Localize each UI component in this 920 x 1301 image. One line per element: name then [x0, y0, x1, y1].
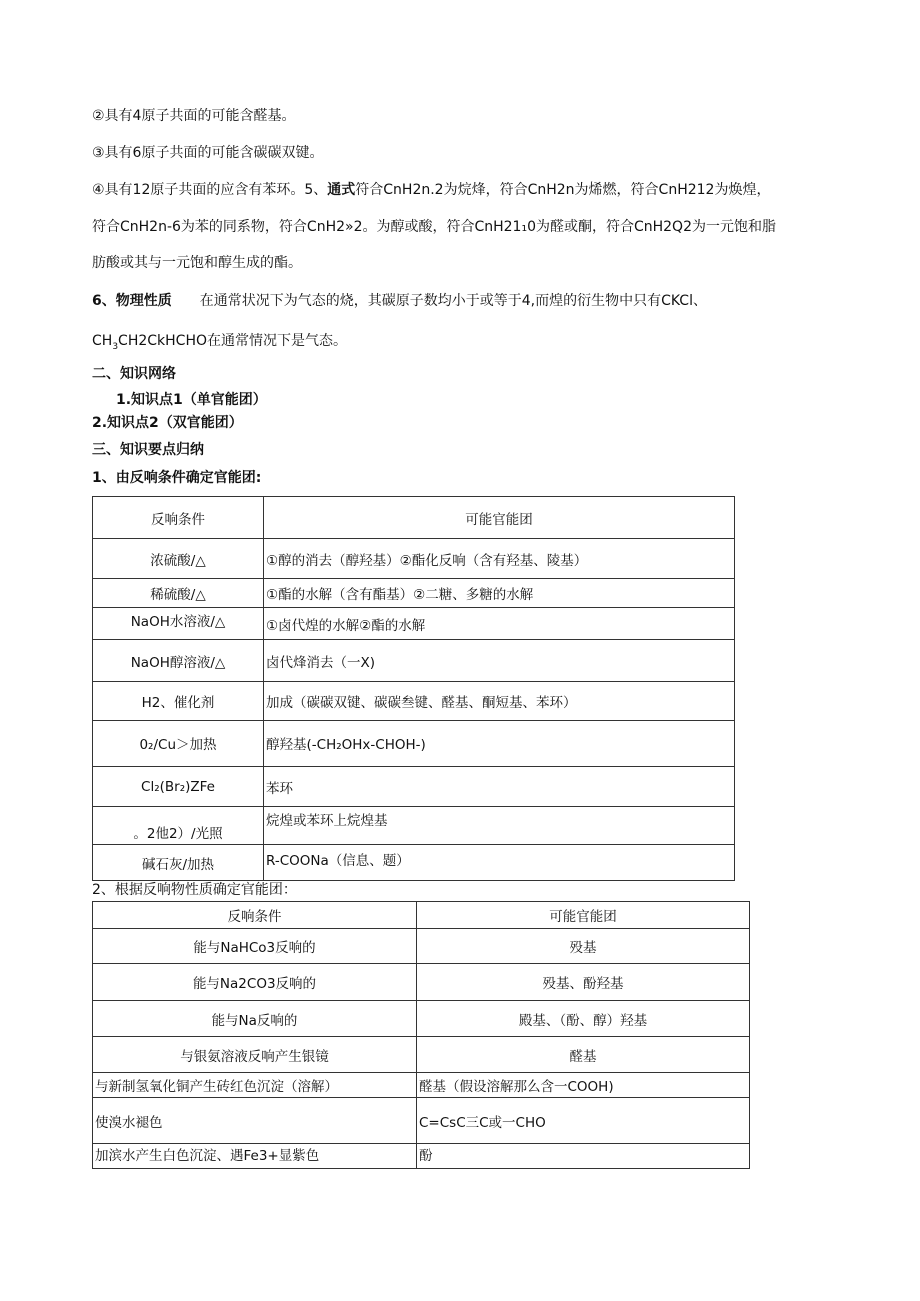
condition-cell: H2、催化剂 [93, 682, 264, 721]
header-cell: 可能官能团 [417, 902, 750, 929]
header-cell: 反响条件 [93, 497, 264, 539]
group-cell: 卤代烽消去（一X) [264, 640, 735, 682]
property-cell: 与银氨溶液反响产生银镜 [93, 1037, 417, 1073]
group-cell: ①醇的消去（醇羟基）②酯化反响（含有羟基、陵基） [264, 539, 735, 579]
reaction-conditions-table [92, 496, 735, 881]
property-cell: 与新制氢氧化铜产生砖红色沉淀（溶解） [93, 1073, 417, 1098]
text-span: 符合CnH2n.2为烷烽，符合CnH2n为烯燃，符合CnH212为焕煌， [355, 182, 771, 198]
text-line [92, 331, 347, 357]
subscript: 3 [112, 341, 119, 352]
group-cell: ①酯的水解（含有酯基）②二糖、多糖的水解 [264, 579, 735, 608]
group-cell: 加成（碳碳双键、碳碳叁键、醛基、酮短基、苯环） [264, 682, 735, 721]
table-row [93, 807, 735, 845]
section-heading: 三、知识要点归纳 [92, 442, 204, 458]
property-cell: 能与Na反响的 [93, 1001, 417, 1037]
text-span-bold: 通式 [327, 182, 356, 198]
text-span: CH2CkHCHO在通常情况下是气态。 [118, 333, 347, 349]
table-row [93, 767, 735, 807]
table-row [93, 845, 735, 881]
condition-cell: NaOH水溶液/△ [93, 608, 264, 640]
header-cell: 可能官能团 [264, 497, 735, 539]
text-line [92, 291, 707, 311]
table-row [93, 964, 750, 1001]
table-row [93, 1144, 750, 1169]
group-cell: 苯环 [264, 767, 735, 807]
text-line: ②具有4原子共面的可能含醛基。 [92, 108, 296, 124]
subsection-heading: 2、根据反响物性质确定官能团： [92, 882, 297, 898]
text-line: ③具有6原子共面的可能含碳碳双键。 [92, 145, 324, 161]
text-line [92, 180, 770, 200]
property-cell: 能与Na2CO3反响的 [93, 964, 417, 1001]
knowledge-point-2: 2.知识点2（双官能团） [92, 415, 243, 431]
condition-cell: 浓硫酸/△ [93, 539, 264, 579]
table-row [93, 1098, 750, 1144]
text-line: 肪酸或其与一元饱和醇生成的酯。 [92, 255, 302, 271]
table-row [93, 721, 735, 767]
group-cell: C=CsC三C或一CHO [417, 1098, 750, 1144]
text-span: ④具有12原子共面的应含有苯环。5、 [92, 182, 328, 198]
group-cell: R-COONa（信息、题） [264, 845, 735, 881]
group-cell: 醛基 [417, 1037, 750, 1073]
table-row [93, 682, 735, 721]
group-cell: 殁基、酚羟基 [417, 964, 750, 1001]
text-span: CH [92, 333, 113, 349]
header-cell: 反响条件 [93, 902, 417, 929]
table-row [93, 1001, 750, 1037]
group-cell: 醛基（假设溶解那么含一COOH) [417, 1073, 750, 1098]
table-row [93, 539, 735, 579]
table-row [93, 929, 750, 964]
text-line: 符合CnH2n-6为苯的同系物，符合CnH2»2。为醇或酸，符合CnH21₁0为醛或酮，符合CnH2Q2为一元饱和脂 [92, 219, 776, 235]
property-cell: 能与NaHCo3反响的 [93, 929, 417, 964]
property-cell: 加滨水产生白色沉淀、遇Fe3+显紫色 [93, 1144, 417, 1169]
table-row [93, 1037, 750, 1073]
condition-cell: 。2他2）/光照 [93, 807, 264, 845]
table-row [93, 1073, 750, 1098]
condition-cell: 0₂/Cu＞加热 [93, 721, 264, 767]
table-header-row [93, 902, 750, 929]
condition-cell: 碱石灰/加热 [93, 845, 264, 881]
section-heading: 二、知识网络 [92, 366, 176, 382]
knowledge-point-1: 1.知识点1（单官能团） [116, 392, 267, 408]
table-row [93, 579, 735, 608]
reactant-properties-table [92, 901, 750, 1169]
condition-cell: Cl₂(Br₂)ZFe [93, 767, 264, 807]
table-header-row [93, 497, 735, 539]
group-cell: 殁基 [417, 929, 750, 964]
table-row [93, 640, 735, 682]
condition-cell: 稀硫酸/△ [93, 579, 264, 608]
text-span: 在通常状况下为气态的烧，其碳原子数均小于或等于4,而煌的衍生物中只有CKCl、 [199, 293, 707, 309]
heading-physical-properties: 6、物理性质 [92, 293, 172, 309]
group-cell: 醇羟基(-CH₂OHx-CHOH-) [264, 721, 735, 767]
group-cell: 烷煌或苯环上烷煌基 [264, 807, 735, 845]
group-cell: 殿基、（酚、醇）羟基 [417, 1001, 750, 1037]
group-cell: 酚 [417, 1144, 750, 1169]
property-cell: 使溴水褪色 [93, 1098, 417, 1144]
table-row [93, 608, 735, 640]
condition-cell: NaOH醇溶液/△ [93, 640, 264, 682]
group-cell: ①卤代煌的水解②酯的水解 [264, 608, 735, 640]
subsection-heading: 1、由反响条件确定官能团: [92, 470, 262, 486]
